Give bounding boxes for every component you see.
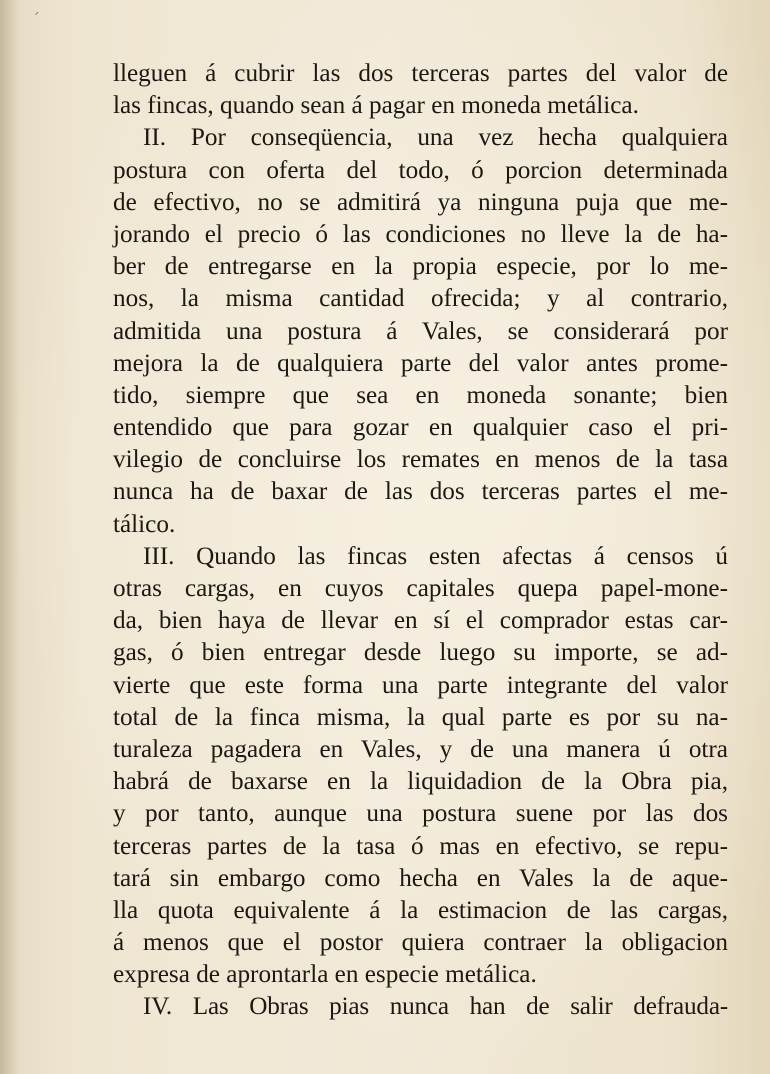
text-line: las fincas, quando sean á pagar en moneda metálica.: [113, 92, 639, 120]
body-text: [113, 58, 728, 1024]
text-line: nunca ha de baxar de las dos terceras partes el me-: [113, 478, 728, 506]
text-line: á menos que el postor quiera contraer la obligacion: [113, 929, 728, 957]
text-line: otras cargas, en cuyos capitales quepa papel-mone-: [113, 575, 728, 602]
text-line: lla quota equivalente á la estimacion de las cargas,: [113, 896, 728, 924]
text-line: vilegio de concluirse los remates en menos de la tasa: [113, 446, 728, 474]
text-line: jorando el precio ó las condiciones no lleve la de ha-: [113, 220, 728, 248]
text-line: tido, siempre que sea en moneda sonante; bien: [113, 381, 728, 409]
text-line: nos, la misma cantidad ofrecida; y al contrario,: [113, 285, 728, 313]
text-line: mejora la de qualquiera parte del valor antes prome-: [113, 349, 728, 377]
text-line: vierte que este forma una parte integrante del valor: [113, 671, 728, 699]
text-line: admitida una postura á Vales, se considerará por: [113, 317, 728, 345]
text-line: habrá de baxarse en la liquidadion de la Obra pia,: [113, 768, 728, 796]
text-line: lleguen á cubrir las dos terceras partes del valor de: [113, 60, 728, 87]
corner-mark: ´: [32, 10, 40, 29]
section-ii-first-line: II. Por conseqüencia, una vez hecha qualquiera: [143, 124, 728, 152]
text-line: total de la finca misma, la qual parte es por su na-: [113, 703, 728, 731]
text-line: turaleza pagadera en Vales, y de una manera ú otra: [113, 735, 728, 763]
text-line: tará sin embargo como hecha en Vales la de aque-: [113, 864, 728, 892]
text-line: terceras partes de la tasa ó mas en efectivo, se repu-: [113, 832, 728, 860]
text-line: ber de entregarse en la propia especie, por lo me-: [113, 253, 728, 281]
section-iv-first-line: IV. Las Obras pias nunca han de salir defrauda-: [143, 993, 728, 1021]
text-line: expresa de aprontarla en especie metálica.: [113, 961, 537, 989]
text-line: entendido que para gozar en qualquier caso el pri-: [113, 414, 728, 442]
text-line: de efectivo, no se admitirá ya ninguna puja que me-: [113, 188, 728, 216]
text-line: postura con oferta del todo, ó porcion determinada: [113, 156, 728, 184]
text-line: gas, ó bien entregar desde luego su importe, se ad-: [113, 639, 728, 667]
text-line: tálico.: [113, 510, 176, 538]
page-gutter-shadow: [0, 0, 20, 1074]
text-line: y por tanto, aunque una postura suene por las dos: [113, 800, 728, 828]
section-iii-first-line: III. Quando las fincas esten afectas á censos ú: [143, 542, 728, 570]
text-line: da, bien haya de llevar en sí el comprador estas car-: [113, 607, 728, 635]
